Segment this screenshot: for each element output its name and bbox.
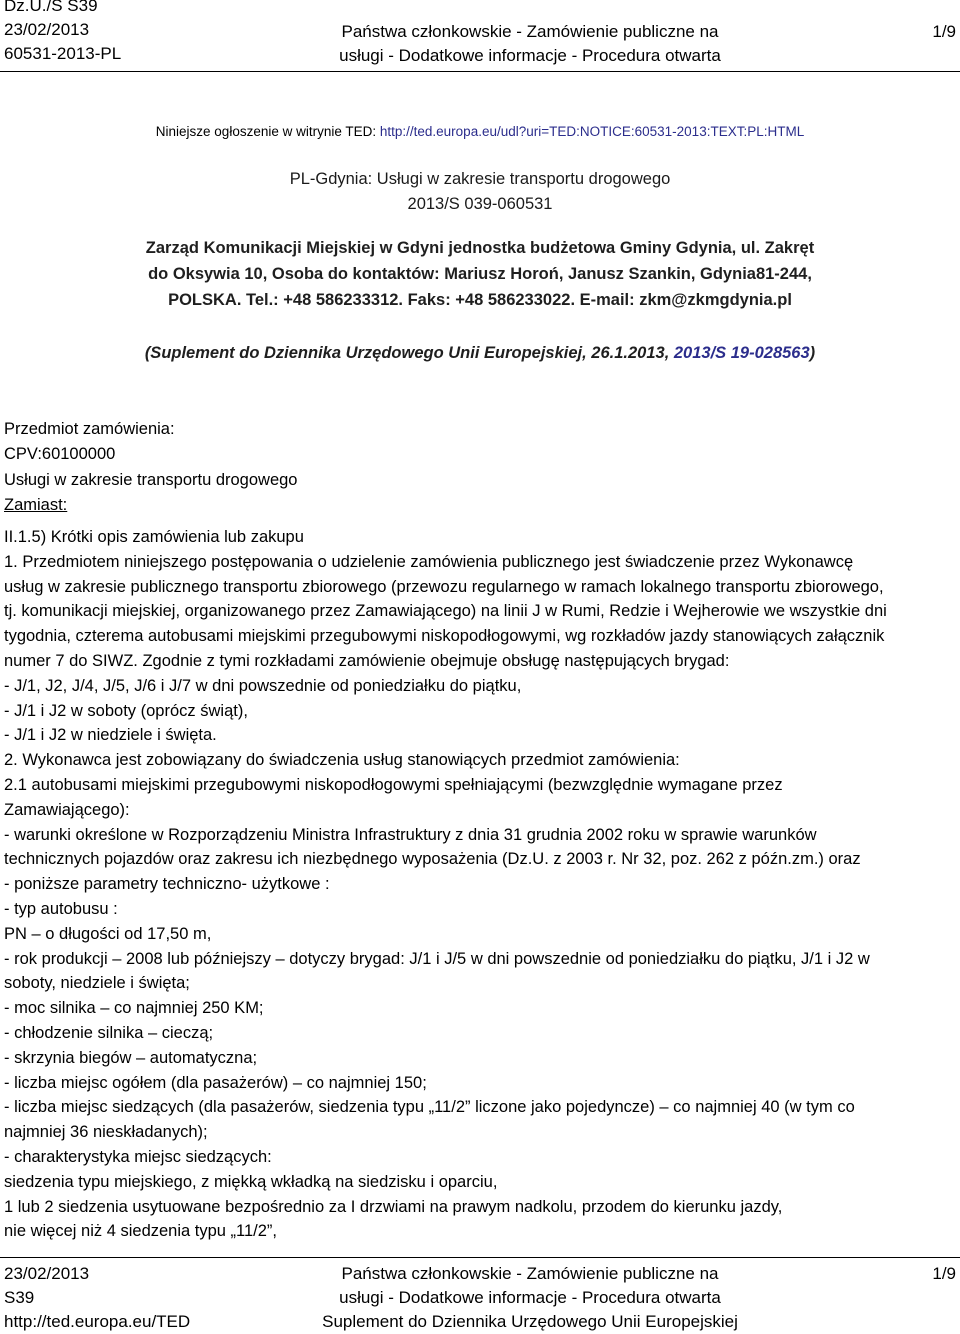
footer-supplement-line: Suplement do Dziennika Urzędowego Unii Europejskiej xyxy=(322,1312,738,1331)
header-left xyxy=(4,0,121,66)
body-line: - rok produkcji – 2008 lub późniejszy – dotyczy brygad: J/1 i J/5 w dni powszednie od poniedziałku do piątku, J/1 i J2 w xyxy=(4,949,870,968)
body-line: - poniższe parametry techniczno- użytkowe : xyxy=(4,875,330,894)
ted-notice-prefix: Niniejsze ogłoszenie w witrynie TED: xyxy=(155,124,380,139)
footer-page-number: 1/9 xyxy=(932,1264,956,1283)
supplement-suffix: ) xyxy=(809,344,816,362)
footer-date-line xyxy=(4,1262,190,1310)
instead-label: Zamiast: xyxy=(4,495,68,514)
footer-category-line2: usługi - Dodatkowe informacje - Procedura otwarta xyxy=(339,1288,721,1307)
body-line: - chłodzenie silnika – cieczą; xyxy=(4,1023,214,1042)
footer-left xyxy=(4,1262,190,1334)
supplement-reference xyxy=(0,341,960,365)
header-category-line2: usługi - Dodatkowe informacje - Procedura otwarta xyxy=(339,46,721,65)
body-line: - J/1 i J2 w soboty (oprócz świąt), xyxy=(4,701,248,720)
ted-notice-link[interactable]: http://ted.europa.eu/udl?uri=TED:NOTICE:60531-2013:TEXT:PL:HTML xyxy=(379,124,805,139)
body-line: - warunki określone w Rozporządzeniu Ministra Infrastruktury z dnia 31 grudnia 2002 roku w sprawie warunków xyxy=(4,825,817,844)
authority-line2: do Oksywia 10, Osoba do kontaktów: Mariusz Horoń, Janusz Szankin, Gdynia81-244, xyxy=(148,265,812,283)
subject-label: Przedmiot zamówienia: xyxy=(4,420,175,438)
ted-notice-line xyxy=(0,123,960,141)
body-line: - moc silnika – co najmniej 250 KM; xyxy=(4,999,264,1018)
description-body xyxy=(4,525,956,1244)
journal-ref: Dz.U./S S39 xyxy=(4,0,98,15)
body-line: PN – o długości od 17,50 m, xyxy=(4,924,212,943)
body-line: soboty, niedziele i święta; xyxy=(4,974,190,993)
body-line: najmniej 36 niesk​ładanych); xyxy=(4,1123,208,1142)
body-line: - charakterystyka miejsc siedzących: xyxy=(4,1147,272,1166)
body-line: 2.1 autobusami miejskimi przegubowymi niskopodłogowymi spełniającymi (bezwzględnie wymagane przez xyxy=(4,775,783,794)
supplement-prefix: (Suplement do Dziennika Urzędowego Unii Europejskiej, 26.1.2013, xyxy=(144,344,674,362)
header-rule xyxy=(0,71,960,72)
footer-issue: S39 xyxy=(4,1288,35,1307)
notice-title-line1: PL-Gdynia: Usługi w zakresie transportu drogowego xyxy=(289,170,671,188)
header-category-line1: Państwa członkowskie - Zamówienie publiczne na xyxy=(341,22,719,41)
contract-subject xyxy=(4,417,297,518)
body-line: - liczba miejsc siedzących (dla pasażerów, siedzenia typu „11/2” liczone jako pojedyncze) – co najmniej 40 (w tym co xyxy=(4,1098,855,1117)
body-line: - liczba miejsc ogółem (dla pasażerów) – co najmniej 150; xyxy=(4,1073,427,1092)
body-line: numer 7 do SIWZ. Zgodnie z tymi rozkładami zamówienie obejmuje obsługę następujących brygad: xyxy=(4,651,730,670)
body-line: tj. komunikacji miejskiej, organizowanego przez Zamawiającego) na linii J w Rumi, Redzie i Wejherowie we wszystkie dni xyxy=(4,602,887,621)
footer-category-line1: Państwa członkowskie - Zamówienie publiczne na xyxy=(341,1264,719,1283)
authority-line3: POLSKA. Tel.: +48 586233312. Faks: +48 586233022. E-mail: zkm@zkmgdynia.pl xyxy=(168,291,792,309)
cpv-description: Usługi w zakresie transportu drogowego xyxy=(4,470,298,489)
footer-date: 23/02/2013 xyxy=(4,1264,90,1283)
body-line: - typ autobusu : xyxy=(4,899,118,918)
body-line: - skrzynia biegów – automatyczna; xyxy=(4,1048,258,1067)
body-line: technicznych pojazdów oraz zakresu ich niezbędnego wyposażenia (Dz.U. z 2003 r. Nr 32, poz. 262 z późn.zm.) oraz xyxy=(4,850,861,869)
header-date: 23/02/2013 xyxy=(4,20,90,39)
notice-title xyxy=(0,167,960,217)
body-line: 1. Przedmiotem niniejszego postępowania o udzielenie zamówienia publicznego jest świadczenie przez Wykonawcę xyxy=(4,552,854,571)
footer-site[interactable]: http://ted.europa.eu/TED xyxy=(4,1312,191,1331)
notice-number: 2013/S 039-060531 xyxy=(407,195,553,213)
header-page-number: 1/9 xyxy=(932,22,956,41)
contracting-authority xyxy=(60,235,900,313)
cpv-code: CPV:60100000 xyxy=(4,445,116,464)
supplement-ref-link[interactable]: 2013/S 19-028563 xyxy=(673,344,810,362)
body-line: siedzenia typu miejskiego, z miękką wkładką na siedzisku i oparciu, xyxy=(4,1172,498,1191)
notice-id: 60531-2013-PL xyxy=(4,44,122,63)
header-center xyxy=(230,20,830,68)
body-line: - J/1, J2, J/4, J/5, J/6 i J/7 w dni powszednie od poniedziałku do piątku, xyxy=(4,676,522,695)
body-line: 2. Wykonawca jest zobowiązany do świadczenia usług stanowiących przedmiot zamówienia: xyxy=(4,751,680,770)
authority-line1: Zarząd Komunikacji Miejskiej w Gdyni jednostka budżetowa Gminy Gdynia, ul. Zakręt xyxy=(145,239,815,257)
body-line: - J/1 i J2 w niedziele i święta. xyxy=(4,726,217,745)
footer-rule xyxy=(0,1257,960,1258)
body-line: nie więcej niż 4 siedzenia typu „11/2”, xyxy=(4,1222,278,1241)
body-line: usług w zakresie publicznego transportu zbiorowego (przewozu regularnego w ramach lokalnego transportu zbiorowego, xyxy=(4,577,884,596)
body-line: II.1.5) Krótki opis zamówienia lub zakupu xyxy=(4,528,304,546)
footer-center xyxy=(230,1262,830,1334)
body-line: 1 lub 2 siedzenia usytuowane bezpośrednio za I drzwiami na prawym nadkolu, przodem do kierunku jazdy, xyxy=(4,1197,783,1216)
body-line: Zamawiającego): xyxy=(4,800,130,819)
body-line: tygodnia, czterema autobusami miejskimi przegubowymi niskopodłogowymi, wg rozkładów jazdy stanowiących załącznik xyxy=(4,627,885,646)
